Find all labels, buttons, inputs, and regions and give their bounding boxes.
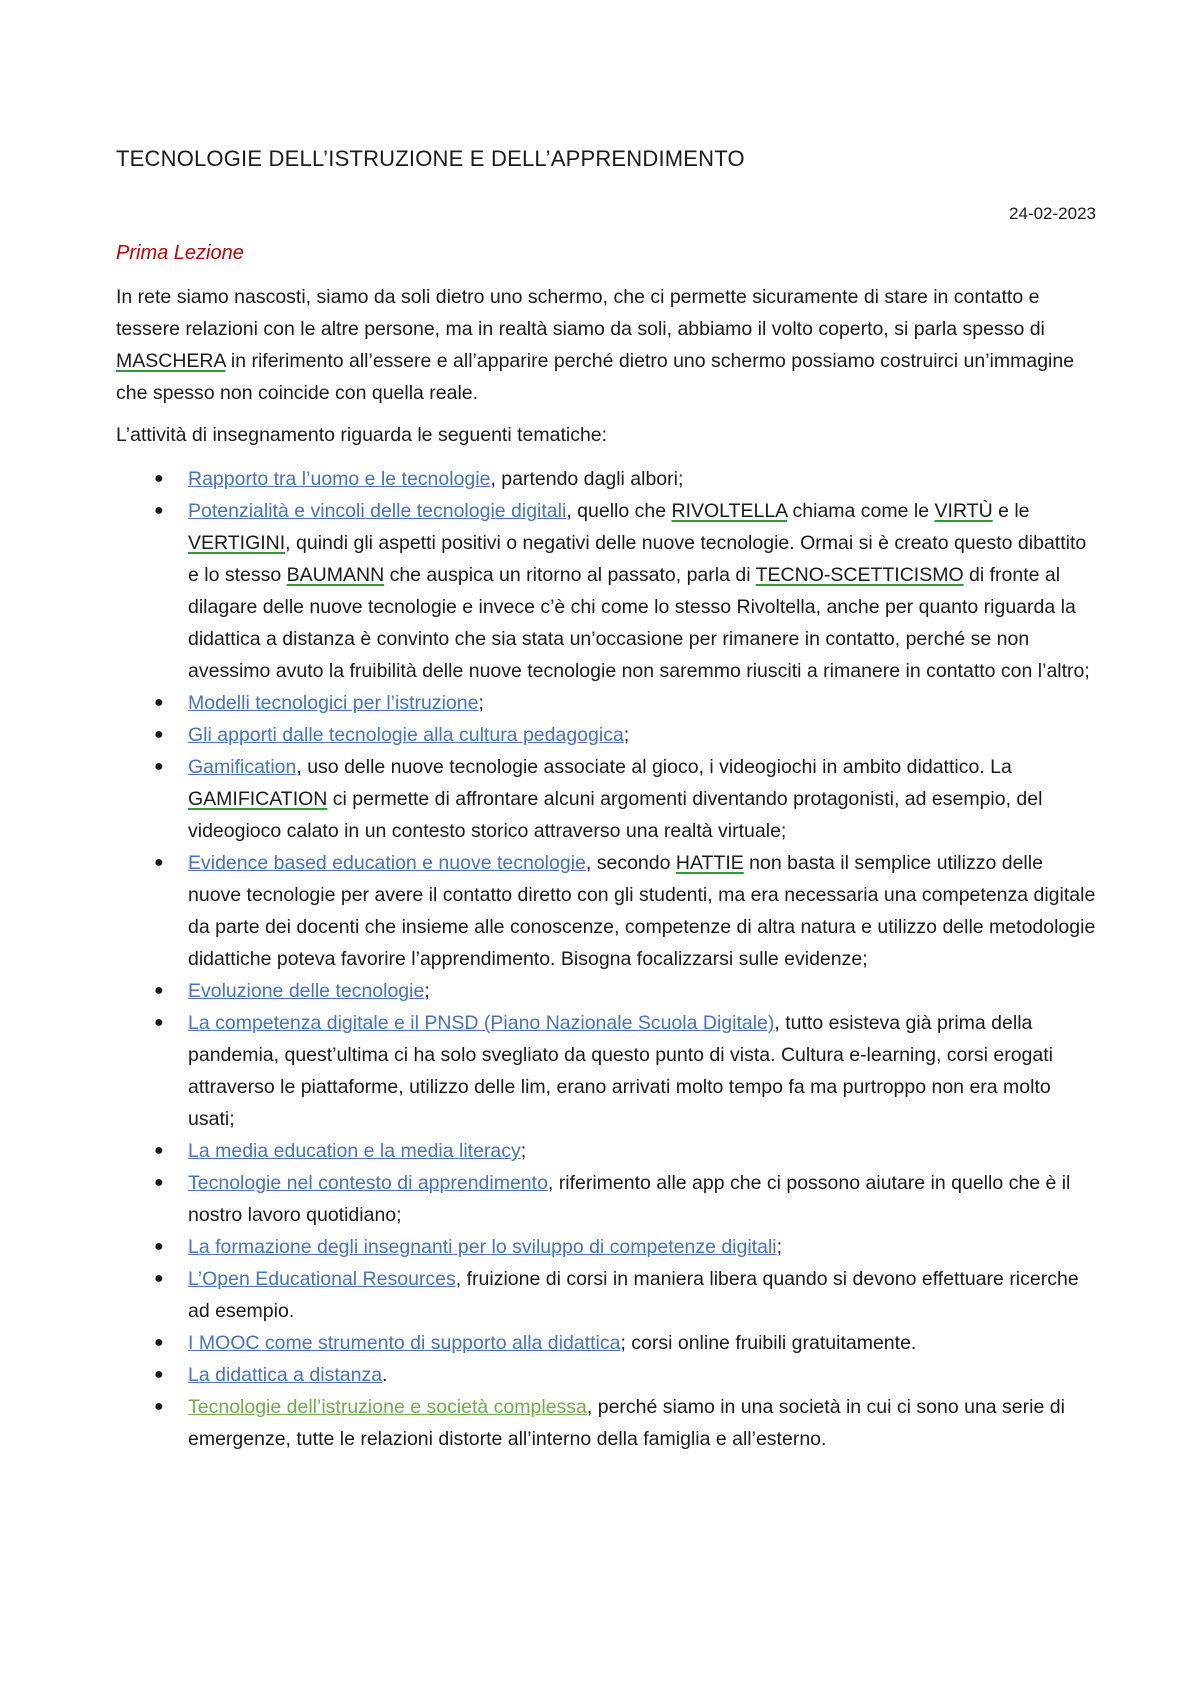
topic-text: non basta il semplice utilizzo delle nuove tecnologie per avere il contatto diretto con gli studenti, ma era necessaria una competenza digitale da parte dei docenti che insieme alle conoscenze, competenze di altra natura e utilizzo delle metodologie didattiche poteva favorire l’apprendimento. Bisogna focalizzarsi sulle evidenze;	[188, 852, 1096, 970]
topic-text: e le	[992, 500, 1030, 522]
topic-link[interactable]: I MOOC come strumento di supporto alla didattica	[188, 1332, 621, 1354]
topic-text: ;	[520, 1140, 527, 1162]
topic-link[interactable]: L’Open Educational Resources	[188, 1268, 456, 1290]
keyword-maschera: MASCHERA	[116, 350, 226, 372]
topic-text: di fronte al dilagare delle nuove tecnologie e invece c’è chi come lo stesso Rivoltella, anche per quanto riguarda la didattica a distanza è convinto che sia stata un’occasione per rimanere in contatto, perché se non avessimo avuto la fruibilità delle nuove tecnologie non saremmo riusciti a rimanere in contatto con l’altro;	[188, 564, 1090, 682]
topic-text: chiama come le	[787, 500, 935, 522]
bullet-icon: ●	[154, 1238, 164, 1255]
list-item	[116, 463, 1096, 495]
topic-text: , perché siamo in una società in cui ci sono una serie di emergenze, tutte le relazioni distorte all’interno della famiglia e all’esterno.	[188, 1396, 1065, 1450]
topic-text: , quello che	[566, 500, 672, 522]
topic-link[interactable]: La media education e la media literacy	[188, 1140, 521, 1162]
topic-link[interactable]: Potenzialità e vincoli delle tecnologie digitali	[188, 500, 567, 522]
paragraph-text: in riferimento all’essere e all’apparire perché dietro uno schermo possiamo costruirci un’immagine che spesso non coincide con quella reale.	[116, 350, 1075, 404]
document-page	[116, 146, 1096, 1455]
keyword-gamification: GAMIFICATION	[188, 788, 328, 810]
list-item	[116, 1167, 1096, 1231]
topic-link[interactable]: Tecnologie nel contesto di apprendimento	[188, 1172, 548, 1194]
topic-text: , fruizione di corsi in maniera libera quando si devono effettuare ricerche ad esempio.	[188, 1268, 1079, 1322]
list-item	[116, 975, 1096, 1007]
bullet-icon: ●	[154, 470, 164, 487]
topic-link[interactable]: La competenza digitale e il PNSD (Piano Nazionale Scuola Digitale)	[188, 1012, 775, 1034]
topic-link[interactable]: La didattica a distanza	[188, 1364, 383, 1386]
list-item	[116, 719, 1096, 751]
keyword-rivoltella: RIVOLTELLA	[671, 500, 788, 522]
topic-text: , partendo dagli albori;	[490, 468, 684, 490]
topic-link[interactable]: Gamification	[188, 756, 297, 778]
topic-link[interactable]: Tecnologie dell’istruzione e società complessa	[188, 1396, 587, 1418]
paragraph-text: In rete siamo nascosti, siamo da soli dietro uno schermo, che ci permette sicuramente di stare in contatto e tessere relazioni con le altre persone, ma in realtà siamo da soli, abbiamo il volto coperto, si parla spesso di	[116, 286, 1045, 340]
bullet-icon: ●	[154, 1014, 164, 1031]
topics-intro: L’attività di insegnamento riguarda le seguenti tematiche:	[116, 424, 608, 446]
bullet-icon: ●	[154, 1334, 164, 1351]
topic-link[interactable]: Evidence based education e nuove tecnologie	[188, 852, 586, 874]
list-item	[116, 751, 1096, 847]
lesson-heading: Prima Lezione	[116, 242, 244, 264]
list-item	[116, 1263, 1096, 1327]
topic-text: , riferimento alle app che ci possono aiutare in quello che è il nostro lavoro quotidiano;	[188, 1172, 1071, 1226]
list-item	[116, 687, 1096, 719]
topic-text: .	[382, 1364, 388, 1386]
topic-text: , tutto esisteva già prima della pandemia, quest’ultima ci ha solo svegliato da questo punto di vista. Cultura e-learning, corsi erogati attraverso le piattaforme, utilizzo delle lim, erano arrivati molto tempo fa ma purtroppo non era molto usati;	[188, 1012, 1053, 1130]
topic-text: che auspica un ritorno al passato, parla di	[384, 564, 756, 586]
bullet-icon: ●	[154, 1366, 164, 1383]
list-item	[116, 1231, 1096, 1263]
topic-text: ; corsi online fruibili gratuitamente.	[620, 1332, 917, 1354]
bullet-icon: ●	[154, 982, 164, 999]
bullet-icon: ●	[154, 694, 164, 711]
topic-text: , uso delle nuove tecnologie associate al gioco, i videogiochi in ambito didattico. La	[296, 756, 1012, 778]
keyword-baumann: BAUMANN	[286, 564, 385, 586]
topic-text: , secondo	[585, 852, 676, 874]
list-item	[116, 1391, 1096, 1455]
list-item	[116, 1327, 1096, 1359]
bullet-icon: ●	[154, 1270, 164, 1287]
topic-text: ci permette di affrontare alcuni argomenti diventando protagonisti, ad esempio, del videogioco calato in un contesto storico attraverso una realtà virtuale;	[188, 788, 1043, 842]
bullet-icon: ●	[154, 1142, 164, 1159]
keyword-virtu: VIRTÙ	[934, 500, 993, 522]
topic-text: ;	[776, 1236, 783, 1258]
topic-link[interactable]: Rapporto tra l’uomo e le tecnologie	[188, 468, 491, 490]
topic-text: ;	[623, 724, 630, 746]
bullet-icon: ●	[154, 1174, 164, 1191]
bullet-icon: ●	[154, 758, 164, 775]
keyword-hattie: HATTIE	[675, 852, 744, 874]
topic-link[interactable]: Gli apporti dalle tecnologie alla cultura pedagogica	[188, 724, 624, 746]
list-item	[116, 1135, 1096, 1167]
keyword-vertigini: VERTIGINI	[188, 532, 286, 554]
topic-text: , quindi gli aspetti positivi o negativi delle nuove tecnologie. Ormai si è creato questo dibattito e lo stesso	[188, 532, 1087, 586]
topic-link[interactable]: Evoluzione delle tecnologie	[188, 980, 425, 1002]
list-item	[116, 1007, 1096, 1135]
keyword-tecno-scetticismo: TECNO-SCETTICISMO	[755, 564, 964, 586]
bullet-icon: ●	[154, 854, 164, 871]
topic-link[interactable]: La formazione degli insegnanti per lo sviluppo di competenze digitali	[188, 1236, 777, 1258]
bullet-icon: ●	[154, 1398, 164, 1415]
bullet-icon: ●	[154, 502, 164, 519]
document-title: TECNOLOGIE DELL’ISTRUZIONE E DELL’APPRENDIMENTO	[116, 146, 745, 171]
list-item	[116, 495, 1096, 687]
document-date: 24-02-2023	[1009, 204, 1096, 223]
topic-text: ;	[478, 692, 484, 714]
bullet-icon: ●	[154, 726, 164, 743]
list-item	[116, 847, 1096, 975]
topic-link[interactable]: Modelli tecnologici per l’istruzione	[188, 692, 479, 714]
intro-paragraph	[116, 281, 1096, 409]
topics-list	[116, 463, 1096, 1455]
list-item	[116, 1359, 1096, 1391]
topic-text: ;	[424, 980, 430, 1002]
